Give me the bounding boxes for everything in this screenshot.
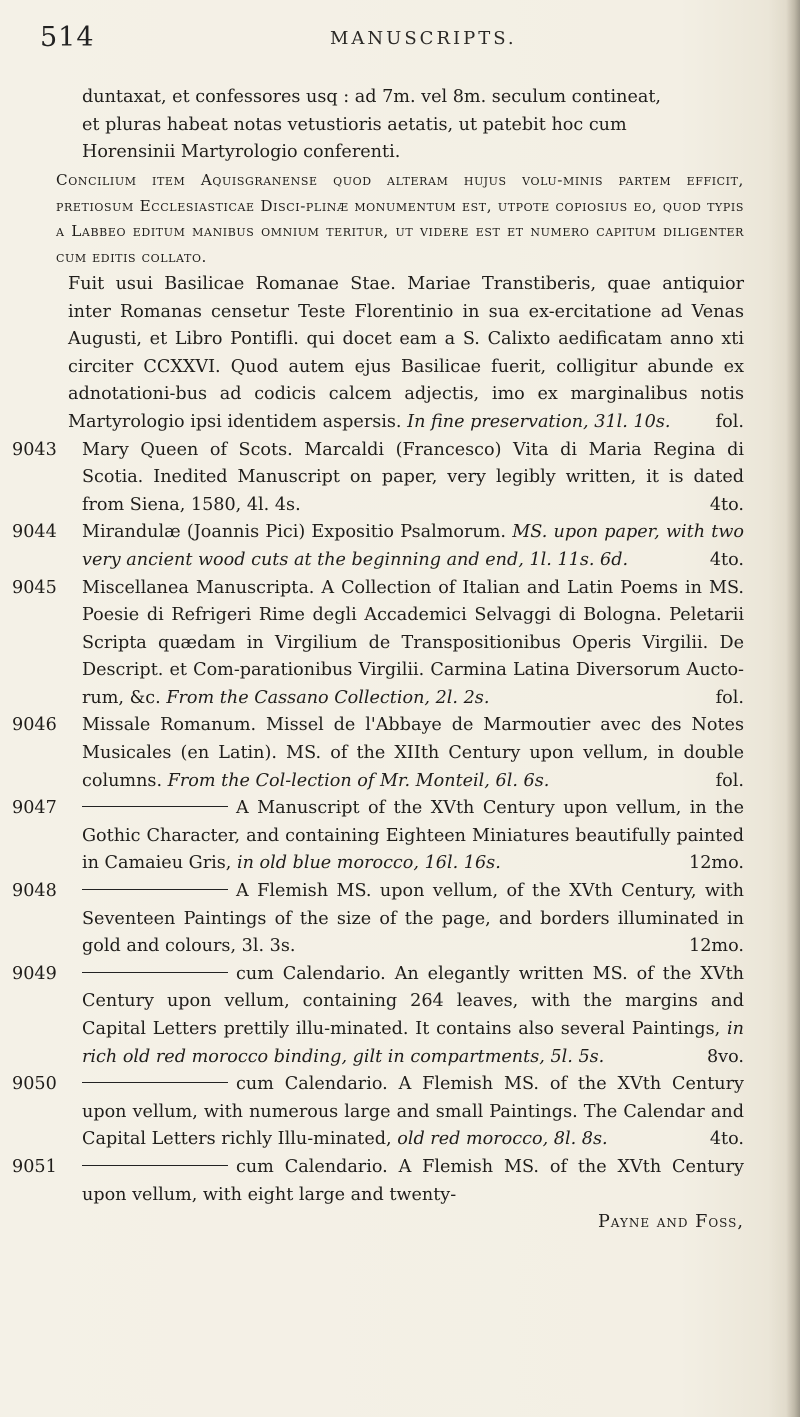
intro-line-2: et pluras habeat notas vetustioris aetatis, ut patebit hoc cum <box>82 114 627 135</box>
catalogue-entry-9050 <box>12 1071 744 1154</box>
ditto-rule <box>82 1082 228 1083</box>
entry-text: Mary Queen of Scots. Marcaldi (Francesco) Vita di Maria Regina di Scotia. Inedited Manuscript on paper, very legibly written, it is dated from Siena, 1580, 4l. 4s. <box>82 439 744 515</box>
entry-text: cum Calendario. An elegantly written MS. of the XVth Century upon vellum, containing 264 leaves, with the margins and Capital Letters prettily illu-minated. It contains also several Paintings, <box>82 963 744 1039</box>
catalogue-entry-9043 <box>12 437 744 520</box>
page-edge-shadow <box>786 0 800 1417</box>
section-heading: Concilium item Aquisgranense quod alteram hujus volu-minis partem efficit, pretiosum Ecclesiasticae Disci-plinæ monumentum est, utpote copiosius eo, quod typis a Labbeo editum manibus omnium teritur, ut videre est et numero capitum diligenter cum editis collato. <box>56 170 744 267</box>
lot-number: 9049 <box>12 963 57 984</box>
entry-description-italic: From the Cassano Collection, <box>166 687 431 708</box>
entry-format: fol. <box>715 770 744 791</box>
ditto-rule <box>82 806 228 807</box>
intro-text <box>38 84 744 167</box>
intro-line-1: duntaxat, et confessores usq : ad 7m. vel 8m. seculum contineat, <box>82 87 662 107</box>
lot-number: 9043 <box>12 439 57 460</box>
entry-text: A Flemish MS. upon vellum, of the XVth Century, with Seventeen Paintings of the size of the page, and borders illuminated in gold and colours, 3l. 3s. <box>82 881 744 957</box>
paragraph-format: fol. <box>715 411 744 432</box>
page-number: 514 <box>40 22 95 53</box>
page-content <box>12 84 745 1237</box>
entry-description-italic: in rich old red morocco binding, gilt in compartments, <box>82 1019 745 1067</box>
running-title: MANUSCRIPTS. <box>330 28 517 49</box>
ditto-rule <box>82 889 228 890</box>
lot-number: 9045 <box>12 577 57 598</box>
basilica-paragraph <box>38 271 744 437</box>
catalogue-entry-9049 <box>12 961 745 1071</box>
lot-number: 9046 <box>12 715 57 736</box>
entry-description-italic: old red morocco, <box>397 1129 549 1150</box>
page-header <box>40 22 780 62</box>
catalogue-entries <box>12 437 745 1210</box>
entry-format: 12mo. <box>689 853 744 874</box>
entry-format: 12mo. <box>689 936 744 957</box>
paragraph-text: Fuit usui Basilicae Romanae Stae. Mariae Transtiberis, quae antiquior inter Romanas censetur Teste Florentinio in sua ex-ercitatione ad Venas Augusti, et Libro Pontifli. qui docet eam a S. Calixto aedificatam anno xti circiter CCXXVI. Quod autem ejus Basilicae fuerit, colligitur abunde ex adnotationi-bus ad codicis calcem adjectis, imo ex marginalibus notis Martyrologio ipsi identidem aspersis. <box>68 273 744 432</box>
catalogue-entry-9044 <box>12 519 744 574</box>
entry-price: 6l. 6s. <box>495 770 550 791</box>
intro-line-3: Horensinii Martyrologio conferenti. <box>82 142 401 163</box>
paragraph-price: 31l. 10s. <box>594 411 671 432</box>
entry-text: Mirandulæ (Joannis Pici) Expositio Psalmorum. <box>82 522 507 543</box>
entry-format: 4to. <box>709 494 744 515</box>
entry-price: 8l. 8s. <box>553 1129 608 1150</box>
catalogue-entry-9051 <box>12 1154 744 1209</box>
entry-text: Miscellanea Manuscripta. A Collection of Italian and Latin Poems in MS. Poesie di Refrigeri Rime degli Accademici Selvaggi di Bologna. Peletarii Scripta quædam in Virgilium de Transpositionibus Operis Virgilii. De Descript. et Com-parationibus Virgilii. Carmina Latina Diversorum Aucto-rum, &c. <box>82 577 744 708</box>
lot-number: 9047 <box>12 798 57 819</box>
entry-text: cum Calendario. A Flemish MS. of the XVth Century upon vellum, with eight large and twenty- <box>82 1156 744 1205</box>
ditto-rule <box>82 1165 228 1166</box>
catalogue-entry-9046 <box>12 712 744 795</box>
entry-price: 2l. 2s. <box>435 687 490 708</box>
entry-format: 8vo. <box>706 1046 744 1067</box>
lot-number: 9044 <box>12 522 57 543</box>
entry-text: cum Calendario. A Flemish MS. of the XVth Century upon vellum, with numerous large and small Paintings. The Calendar and Capital Letters richly Illu-minated, <box>82 1074 744 1150</box>
entry-description-italic: in old blue morocco, <box>236 853 419 874</box>
entry-text: A Manuscript of the XVth Century upon vellum, in the Gothic Character, and containing Eighteen Miniatures beautifully painted in Camaieu Gris, <box>82 798 744 874</box>
paragraph-condition: In fine preservation, <box>407 411 589 432</box>
entry-price: 16l. 16s. <box>424 853 501 874</box>
entry-description-italic: MS. upon paper, with two very ancient wood cuts at the beginning and end, <box>82 522 744 570</box>
catalogue-entry-9048 <box>12 878 744 961</box>
lot-number: 9050 <box>12 1074 57 1095</box>
catalogue-entry-9045 <box>12 575 744 713</box>
ditto-rule <box>82 972 228 973</box>
catchword: Payne and Foss, <box>597 1212 744 1233</box>
entry-text: Missale Romanum. Missel de l'Abbaye de Marmoutier avec des Notes Musicales (en Latin). MS. of the XIIth Century upon vellum, in double columns. <box>82 715 744 791</box>
lot-number: 9048 <box>12 881 57 902</box>
entry-description-italic: From the Col-lection of Mr. Monteil, <box>167 770 490 791</box>
lot-number: 9051 <box>12 1156 57 1177</box>
entry-price: 5l. 5s. <box>550 1046 605 1067</box>
entry-price: 1l. 11s. 6d. <box>529 549 629 570</box>
catalogue-entry-9047 <box>12 795 744 878</box>
entry-format: fol. <box>715 687 744 708</box>
entry-format: 4to. <box>709 549 744 570</box>
entry-format: 4to. <box>709 1129 744 1150</box>
